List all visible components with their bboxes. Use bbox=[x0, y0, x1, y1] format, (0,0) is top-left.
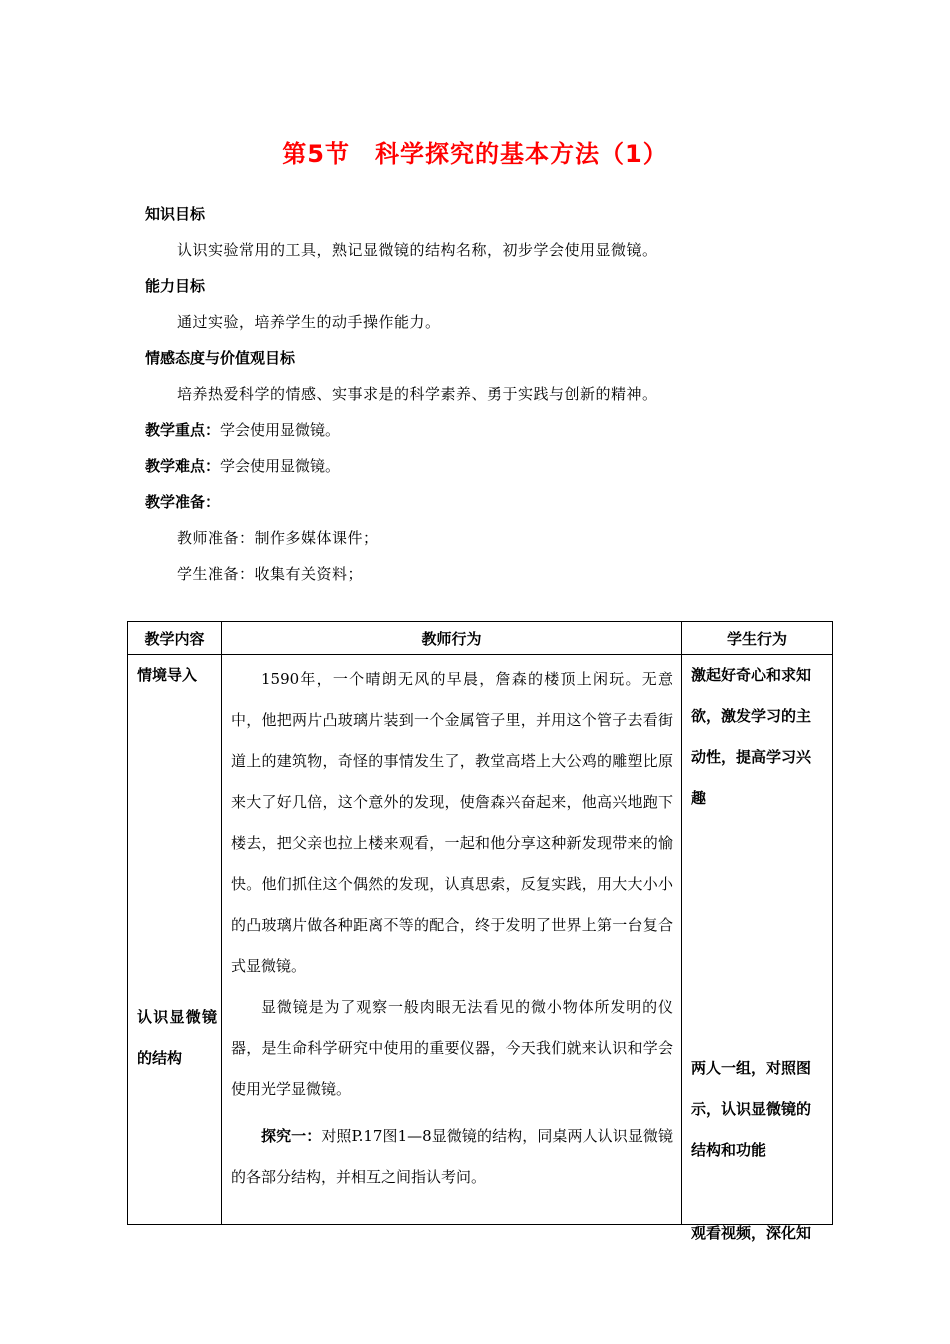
explore-text: 对照P.17图1—8显微镜的结构，同桌两人认识显微镜的各部分结构，并相互之间指认考问。 bbox=[231, 1127, 673, 1186]
key-point-label: 教学重点： bbox=[145, 421, 221, 439]
emotion-heading: 情感态度与价值观目标 bbox=[145, 349, 296, 367]
student-action-3: 观看视频，深化知 bbox=[691, 1224, 812, 1242]
table-header-row bbox=[128, 622, 833, 655]
knowledge-text: 认识实验常用的工具，熟记显微镜的结构名称，初步学会使用显微镜。 bbox=[177, 241, 658, 259]
difficulty-label: 教学难点： bbox=[145, 457, 221, 475]
content-cell bbox=[128, 655, 222, 1225]
header-content: 教学内容 bbox=[128, 622, 222, 655]
teacher-paragraph-explore bbox=[231, 1116, 673, 1198]
content-label-structure: 认识显微镜的结构 bbox=[137, 1008, 217, 1067]
student-preparation: 学生准备：收集有关资料； bbox=[177, 565, 364, 583]
difficulty-value: 学会使用显微镜。 bbox=[220, 457, 341, 475]
table-row bbox=[128, 655, 833, 1225]
teacher-paragraph-intro: 显微镜是为了观察一般肉眼无法看见的微小物体所发明的仪器，是生命科学研究中使用的重要仪器，今天我们就来认识和学会使用光学显微镜。 bbox=[231, 998, 673, 1098]
student-action-2: 两人一组，对照图示，认识显微镜的结构和功能 bbox=[691, 1059, 812, 1159]
emotion-text: 培养热爱科学的情感、实事求是的科学素养、勇于实践与创新的精神。 bbox=[177, 385, 658, 403]
header-student: 学生行为 bbox=[682, 622, 833, 655]
explore-label: 探究一： bbox=[261, 1127, 322, 1145]
difficulty bbox=[145, 455, 340, 476]
key-point bbox=[145, 419, 340, 440]
student-cell bbox=[682, 655, 833, 1242]
ability-heading: 能力目标 bbox=[145, 277, 206, 295]
teacher-preparation: 教师准备：制作多媒体课件； bbox=[177, 529, 379, 547]
page-title: 第5节 科学探究的基本方法（1） bbox=[282, 140, 668, 168]
ability-text: 通过实验，培养学生的动手操作能力。 bbox=[177, 313, 441, 331]
preparation-label: 教学准备： bbox=[145, 493, 221, 511]
key-point-value: 学会使用显微镜。 bbox=[220, 421, 341, 439]
content-label-intro: 情境导入 bbox=[137, 666, 198, 684]
lesson-table bbox=[127, 621, 833, 1242]
preparation bbox=[145, 491, 220, 512]
knowledge-heading: 知识目标 bbox=[145, 205, 206, 223]
student-action-1: 激起好奇心和求知欲，激发学习的主动性，提高学习兴趣 bbox=[691, 666, 812, 807]
header-teacher: 教师行为 bbox=[222, 622, 682, 655]
teacher-cell bbox=[222, 655, 682, 1225]
teacher-paragraph-story: 1590年，一个晴朗无风的早晨，詹森的楼顶上闲玩。无意中，他把两片凸玻璃片装到一个金属管子里，并用这个管子去看街道上的建筑物，奇怪的事情发生了，教堂高塔上大公鸡的雕塑比原来大了好几倍，这个意外的发现，使詹森兴奋起来，他高兴地跑下楼去，把父亲也拉上楼来观看，一起和他分享这种新发现带来的愉快。他们抓住这个偶然的发现，认真思索，反复实践，用大大小小的凸玻璃片做各种距离不等的配合，终于发明了世界上第一台复合式显微镜。 bbox=[231, 670, 673, 975]
